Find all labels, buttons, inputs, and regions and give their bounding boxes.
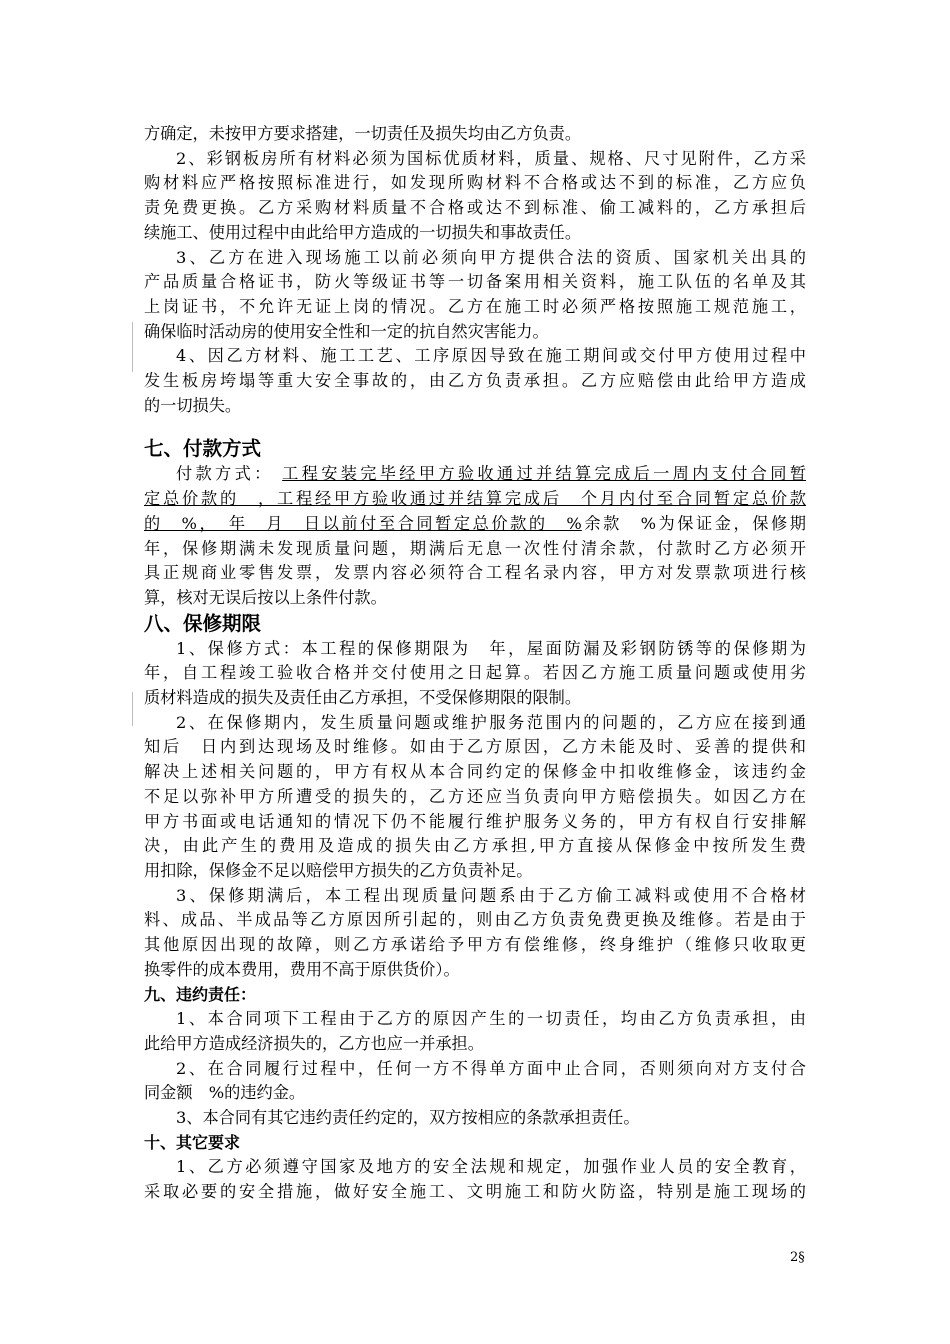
clause-9-3: 3、本合同有其它违约责任约定的，双方按相应的条款承担责任。	[176, 1108, 640, 1128]
payment-terms-underlined-1: 工程安装完毕经甲方验收通过并结算完成后一周内支付合同暂	[282, 464, 807, 484]
revision-bar-2	[132, 692, 133, 726]
clause-6-3: 3、乙方在进入现场施工以前必须向甲方提供合法的资质、国家机关出具的 产品质量合格证书，防火等级证书等一切备案用相关资料，施工队伍的名单及其 上岗证书，不允许无证上岗的情况。乙方在施工时必须严格按照施工规范施工， 确保临时活动房的使用安全性和一定的抗自然灾害能力。	[144, 247, 806, 341]
payment-terms-underlined-3: 的 %， 年 月 日以前付至合同暂定总价款的 %	[144, 513, 582, 533]
paragraph-continuation: 方确定，未按甲方要求搭建，一切责任及损失均由乙方负责。	[144, 124, 582, 143]
document-page	[144, 122, 806, 1205]
revision-bar-1	[132, 322, 133, 372]
section-7-heading: 七、付款方式	[144, 437, 262, 461]
clause-6-2: 2、彩钢板房所有材料必须为国标优质材料，质量、规格、尺寸见附件，乙方采 购材料应严格按照标准进行，如发现所购材料不合格或达不到的标准，乙方应负 责免费更换。乙方采购材料质量不合格或达不到标准、偷工减料的，乙方承担后 续施工、使用过程中由此给甲方造成的一切损失和事故责任。	[144, 148, 806, 242]
clause-9-1: 1、本合同项下工程由于乙方的原因产生的一切责任，均由乙方负责承担，由 此给甲方造成经济损失的，乙方也应一并承担。	[144, 1009, 806, 1053]
clause-9-2: 2、在合同履行过程中，任何一方不得单方面中止合同，否则须向对方支付合 同金额 %的违约金。	[144, 1058, 806, 1103]
section-9-heading: 九、违约责任：	[144, 984, 257, 1004]
clause-8-3: 3、保修期满后，本工程出现质量问题系由于乙方偷工减料或使用不合格材 料、成品、半成品等乙方原因所引起的，则由乙方负责免费更换及维修。若是由于 其他原因出现的故障，则乙方承诺给予甲方有偿维修，终身维护（维修只收取更 换零件的成本费用，费用不高于原供货价）。	[144, 885, 806, 979]
page-number: 2§	[790, 1250, 805, 1265]
clause-8-2: 2、在保修期内，发生质量问题或维护服务范围内的问题的，乙方应在接到通 知后 日内到达现场及时维修。如由于乙方原因，乙方未能及时、妥善的提供和 解决上述相关问题的，甲方有权从本合同约定的保修金中扣收维修金，该违约金 不足以弥补甲方所遭受的损失的，乙方还应当负责向甲方赔偿损失。如因乙方在 甲方书面或电话通知的情况下仍不能履行维护服务义务的，甲方有权自行安排解 决，由此产生的费用及造成的损失由乙方承担,甲方直接从保修金中按所发生费 用扣除，保修金不足以赔偿甲方损失的乙方负责补足。	[144, 712, 806, 880]
section-10-heading: 十、其它要求	[144, 1132, 241, 1152]
section-7-body: 付款方式： 工程安装完毕经甲方验收通过并结算完成后一周内支付合同暂 定总价款的 ，工程经甲方验收通过并结算完成后 个月内付至合同暂定总价款 的 %， 年 月 日以前付至合同暂定总价款的 %余款 %为保证金，保修期 年，保修期满未发现质量问题，期满后无息一次性付清余款，付款时乙方必须开 具正规商业零售发票，发票内容必须符合工程名录内容，甲方对发票款项进行核 算，核对无误后按以上条件付款。	[144, 464, 807, 607]
clause-10-1: 1、乙方必须遵守国家及地方的安全法规和规定，加强作业人员的安全教育， 采取必要的安全措施，做好安全施工、文明施工和防火防盗，特别是施工现场的	[144, 1157, 806, 1202]
payment-label: 付款方式：	[176, 464, 274, 484]
clause-6-4: 4、因乙方材料、施工工艺、工序原因导致在施工期间或交付甲方使用过程中 发生板房垮塌等重大安全事故的，由乙方负责承担。乙方应赔偿由此给甲方造成 的一切损失。	[144, 346, 806, 415]
section-8-heading: 八、保修期限	[144, 611, 262, 635]
payment-terms-underlined-2: 定总价款的 ，工程经甲方验收通过并结算完成后 个月内付至合同暂定总价款	[144, 489, 806, 509]
clause-8-1: 1、保修方式：本工程的保修期限为 年，屋面防漏及彩钢防锈等的保修期为 年，自工程竣工验收合格并交付使用之日起算。若因乙方施工质量问题或使用劣 质材料造成的损失及责任由乙方承担，不受保修期限的限制。	[144, 638, 806, 708]
